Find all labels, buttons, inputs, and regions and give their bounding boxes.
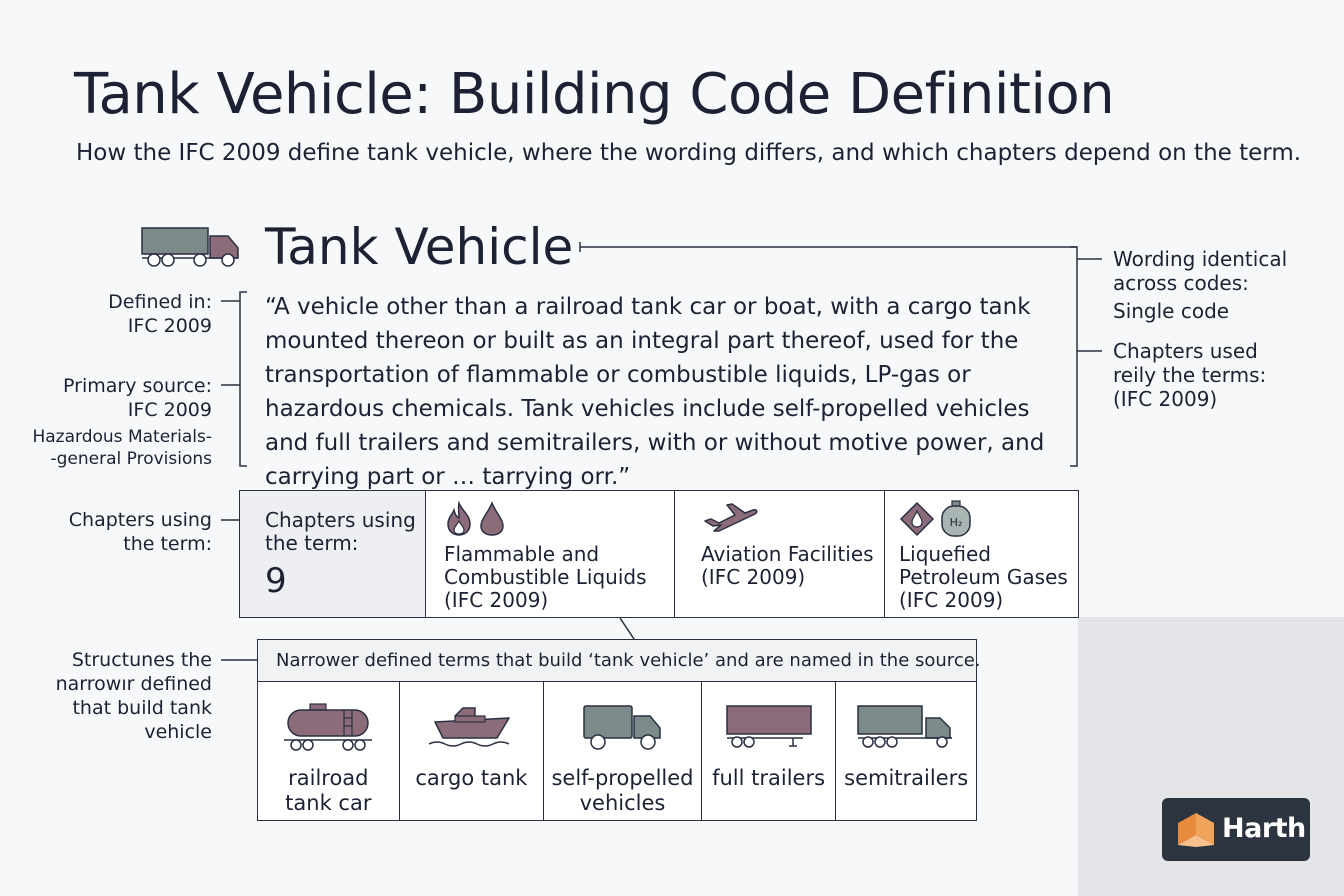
flammable-diamond-icon — [899, 501, 935, 537]
chapter-count-cell — [240, 491, 426, 617]
narrower-term-item[interactable] — [836, 682, 976, 820]
narrower-terms-label — [56, 648, 212, 744]
chapter-name-line1: Flammable and — [444, 542, 600, 566]
railcar-icon — [282, 702, 374, 752]
narrower-term-item[interactable] — [258, 682, 400, 820]
narrower-term-line1: cargo tank — [415, 766, 528, 790]
primary-source-section-line2: -general Provisions — [50, 449, 212, 469]
chapters-used-line3: (IFC 2009) — [1113, 387, 1218, 411]
chapter-count-label-line2: the term: — [265, 531, 359, 555]
box-truck-icon — [576, 702, 668, 752]
term-heading: Tank Vehicle — [265, 218, 574, 276]
narrower-line3: that build tank — [72, 697, 212, 719]
narrower-term-item[interactable] — [702, 682, 837, 820]
drop-icon — [478, 501, 506, 537]
chapter-count-label-line1: Chapters using — [265, 508, 416, 532]
narrower-term-item[interactable] — [544, 682, 702, 820]
narrower-term-line2: tank car — [285, 791, 372, 815]
wording-line1: Wording identical — [1113, 247, 1288, 271]
chapter-name-line3: (IFC 2009) — [444, 588, 549, 612]
narrower-term-line1: full trailers — [712, 766, 826, 790]
tank-truck-icon — [140, 226, 244, 268]
logo-text: Harth — [1222, 813, 1306, 844]
chapters-used-line2: reily the terms: — [1113, 363, 1267, 387]
primary-source-section-line1: Hazardous Materials- — [32, 427, 212, 447]
narrower-terms-header: Narrower defined terms that build ‘tank vehicle’ and are named in the source. — [257, 639, 977, 682]
narrower-term-line1: railroad — [288, 766, 369, 790]
chapter-name-line2: (IFC 2009) — [701, 565, 806, 589]
chapters-used-label — [1113, 339, 1266, 411]
narrower-line4: vehicle — [144, 721, 212, 743]
semi-truck-icon — [856, 702, 956, 752]
page-title: Tank Vehicle: Building Code Definition — [74, 62, 1115, 127]
primary-source-caption: Primary source: — [63, 375, 212, 397]
airplane-icon — [701, 501, 759, 537]
defined-in-value: IFC 2009 — [127, 315, 212, 337]
chapter-item[interactable] — [885, 491, 1077, 617]
chapter-item[interactable] — [675, 491, 885, 617]
wording-line2: across codes: — [1113, 271, 1249, 295]
defined-in-label — [108, 290, 212, 338]
chapters-using-label — [69, 508, 212, 556]
narrower-term-line1: semitrailers — [844, 766, 969, 790]
chapter-count-label — [265, 509, 425, 555]
chapter-name-line1: Liquefied — [899, 542, 991, 566]
flame-icon — [444, 501, 474, 537]
wording-value: Single code — [1113, 299, 1230, 323]
chapter-name-line1: Aviation Facilities — [701, 542, 874, 566]
narrower-line2: narrowır defined — [55, 673, 212, 695]
narrower-term-item[interactable] — [400, 682, 545, 820]
wording-identical-label — [1113, 247, 1287, 323]
chapters-table — [239, 490, 1079, 618]
chapter-name-line3: (IFC 2009) — [899, 588, 1004, 612]
primary-source-label — [63, 374, 212, 422]
harth-logo[interactable] — [1162, 798, 1310, 861]
chapters-using-line2: the term: — [123, 533, 212, 555]
definition-quote: “A vehicle other than a railroad tank car or boat, with a cargo tank mounted thereon or built as an integral part thereof, used for the transportation of flammable or combustible liquids, LP-gas or hazardous chemicals. Tank vehicles include self-propelled vehicles and full trailers and semitrailers, with or without motive power, and carrying part or … tarrying orr.” — [265, 294, 1045, 490]
narrower-term-line2: vehicles — [579, 791, 666, 815]
page-subtitle: How the IFC 2009 define tank vehicle, where the wording differs, and which chapters depend on the term. — [76, 140, 1302, 166]
boat-icon — [425, 702, 517, 752]
narrower-terms-row — [257, 681, 977, 821]
chapter-name-line2: Petroleum Gases — [899, 565, 1068, 589]
narrower-term-line1: self-propelled — [551, 766, 694, 790]
gas-cylinder-icon — [939, 500, 973, 538]
narrower-line1: Structunes the — [71, 649, 212, 671]
chapter-item[interactable] — [426, 491, 675, 617]
defined-in-caption: Defined in: — [108, 291, 212, 313]
h2-label: H₂ — [949, 516, 963, 529]
primary-source-section — [32, 426, 212, 470]
primary-source-value: IFC 2009 — [127, 399, 212, 421]
chapter-count-value: 9 — [265, 561, 287, 601]
harth-logo-icon — [1176, 811, 1216, 849]
trailer-icon — [723, 702, 815, 752]
chapter-name-line2: Combustible Liquids — [444, 565, 647, 589]
chapters-using-line1: Chapters using — [68, 509, 212, 531]
chapters-used-line1: Chapters used — [1113, 339, 1258, 363]
